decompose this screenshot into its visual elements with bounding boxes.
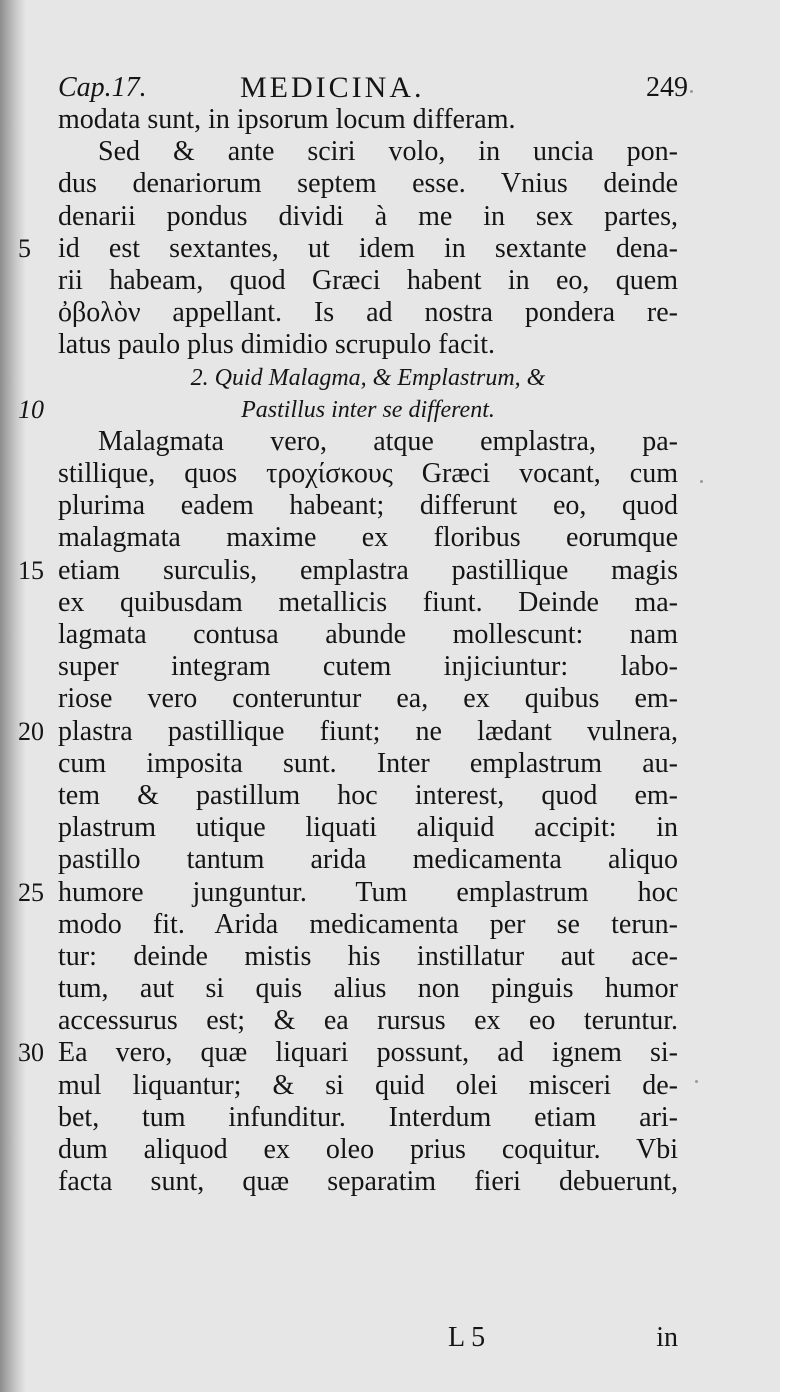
line-text: riose vero conteruntur ea, ex quibus em- bbox=[58, 683, 678, 715]
line-number: 25 bbox=[18, 877, 44, 907]
text-line bbox=[58, 748, 678, 780]
line-text: tur: deinde mistis his instillatur aut ace- bbox=[58, 940, 678, 972]
line-text: stillique, quos τροχίσκους Græci vocant, cum bbox=[58, 458, 678, 490]
paper-speckle bbox=[690, 90, 693, 93]
text-line bbox=[58, 844, 678, 876]
line-text: modo fit. Arida medicamenta per se terun- bbox=[58, 908, 678, 940]
line-text: latus paulo plus dimidio scrupulo facit. bbox=[58, 329, 496, 361]
section-heading-line bbox=[18, 394, 678, 426]
catchword: in bbox=[656, 1322, 678, 1353]
text-line bbox=[58, 1102, 678, 1134]
text-line bbox=[58, 780, 678, 812]
text-line bbox=[58, 683, 678, 715]
text-line bbox=[58, 587, 678, 619]
text-line bbox=[18, 232, 678, 265]
text-line bbox=[58, 490, 678, 522]
text-line bbox=[58, 651, 678, 683]
line-text: facta sunt, quæ separatim fieri debuerunt, bbox=[58, 1166, 678, 1198]
line-text: etiam surculis, emplastra pastillique magis bbox=[58, 554, 678, 586]
line-number: 30 bbox=[18, 1038, 44, 1068]
body-text bbox=[18, 104, 678, 1198]
text-line bbox=[58, 136, 678, 168]
line-text: ex quibusdam metallicis fiunt. Deinde ma- bbox=[58, 586, 678, 618]
line-text: dum aliquod ex oleo prius coquitur. Vbi bbox=[58, 1134, 678, 1165]
text-line bbox=[58, 297, 678, 329]
line-text: plurima eadem habeant; differunt eo, quod bbox=[58, 490, 678, 522]
line-text: rii habeam, quod Græci habent in eo, quem bbox=[58, 264, 678, 296]
page-gutter-shadow bbox=[0, 0, 26, 1392]
running-title: MEDICINA. bbox=[240, 71, 425, 104]
text-line bbox=[58, 201, 678, 233]
text-line bbox=[58, 1005, 678, 1037]
line-text: cum imposita sunt. Inter emplastrum au- bbox=[58, 747, 678, 779]
line-text: malagmata maxime ex floribus eorumque bbox=[58, 522, 678, 554]
line-number: 20 bbox=[18, 716, 44, 746]
text-line bbox=[58, 909, 678, 941]
line-text: 2. Quid Malagma, & Emplastrum, & bbox=[190, 364, 546, 391]
text-line bbox=[58, 973, 678, 1005]
text-line bbox=[58, 1134, 678, 1166]
text-line bbox=[58, 426, 678, 458]
text-line bbox=[58, 458, 678, 490]
line-text: lagmata contusa abunde mollescunt: nam bbox=[58, 619, 678, 650]
paper-speckle bbox=[695, 1080, 698, 1083]
section-heading-line bbox=[58, 362, 678, 394]
page-footer bbox=[58, 1318, 678, 1358]
text-line bbox=[58, 619, 678, 651]
text-line bbox=[58, 941, 678, 973]
text-line bbox=[58, 265, 678, 297]
text-line bbox=[58, 104, 678, 136]
line-text: dus denariorum septem esse. Vnius deinde bbox=[58, 168, 678, 200]
line-text: mul liquantur; & si quid olei misceri de- bbox=[58, 1069, 678, 1101]
line-text: tum, aut si quis alius non pinguis humor bbox=[58, 973, 678, 1005]
page-number: 249 bbox=[646, 72, 688, 103]
line-text: Ea vero, quæ liquari possunt, ad ignem si- bbox=[58, 1037, 678, 1069]
line-text: Malagmata vero, atque emplastra, pa- bbox=[98, 425, 678, 457]
line-number: 15 bbox=[18, 555, 44, 585]
line-text: plastrum utique liquati aliquid accipit: in bbox=[58, 812, 678, 844]
line-text: Pastillus inter se different. bbox=[241, 396, 495, 423]
line-number: 10 bbox=[18, 394, 44, 424]
line-text: tem & pastillum hoc interest, quod em- bbox=[58, 779, 678, 811]
line-text: accessurus est; & ea rursus ex eo teruntur. bbox=[58, 1005, 678, 1037]
line-text: denarii pondus dividi à me in sex partes, bbox=[58, 200, 678, 232]
text-line bbox=[18, 876, 678, 909]
line-text: humore junguntur. Tum emplastrum hoc bbox=[58, 876, 678, 908]
line-text: pastillo tantum arida medicamenta aliquo bbox=[58, 844, 678, 876]
signature-mark: L 5 bbox=[448, 1322, 486, 1353]
line-number: 5 bbox=[18, 233, 31, 263]
text-line bbox=[58, 168, 678, 200]
paper-speckle bbox=[700, 480, 703, 483]
line-text: id est sextantes, ut idem in sextante dena- bbox=[58, 232, 678, 264]
text-line bbox=[58, 1166, 678, 1198]
line-text: Sed & ante sciri volo, in uncia pon- bbox=[98, 136, 678, 168]
text-line bbox=[58, 812, 678, 844]
text-line bbox=[18, 554, 678, 587]
text-line bbox=[18, 715, 678, 748]
line-text: bet, tum infunditur. Interdum etiam ari- bbox=[58, 1101, 678, 1133]
chapter-label: Cap.17. bbox=[58, 72, 147, 103]
text-line bbox=[58, 329, 678, 361]
text-line bbox=[18, 1037, 678, 1069]
line-text: super integram cutem injiciuntur: labo- bbox=[58, 651, 678, 683]
line-text: modata sunt, in ipsorum locum differam. bbox=[58, 104, 516, 135]
line-text: ὀβολὸν appellant. Is ad nostra pondera re- bbox=[58, 297, 678, 329]
text-line bbox=[58, 522, 678, 554]
text-line bbox=[58, 1070, 678, 1102]
line-text: plastra pastillique fiunt; ne lædant vulnera, bbox=[58, 715, 678, 747]
